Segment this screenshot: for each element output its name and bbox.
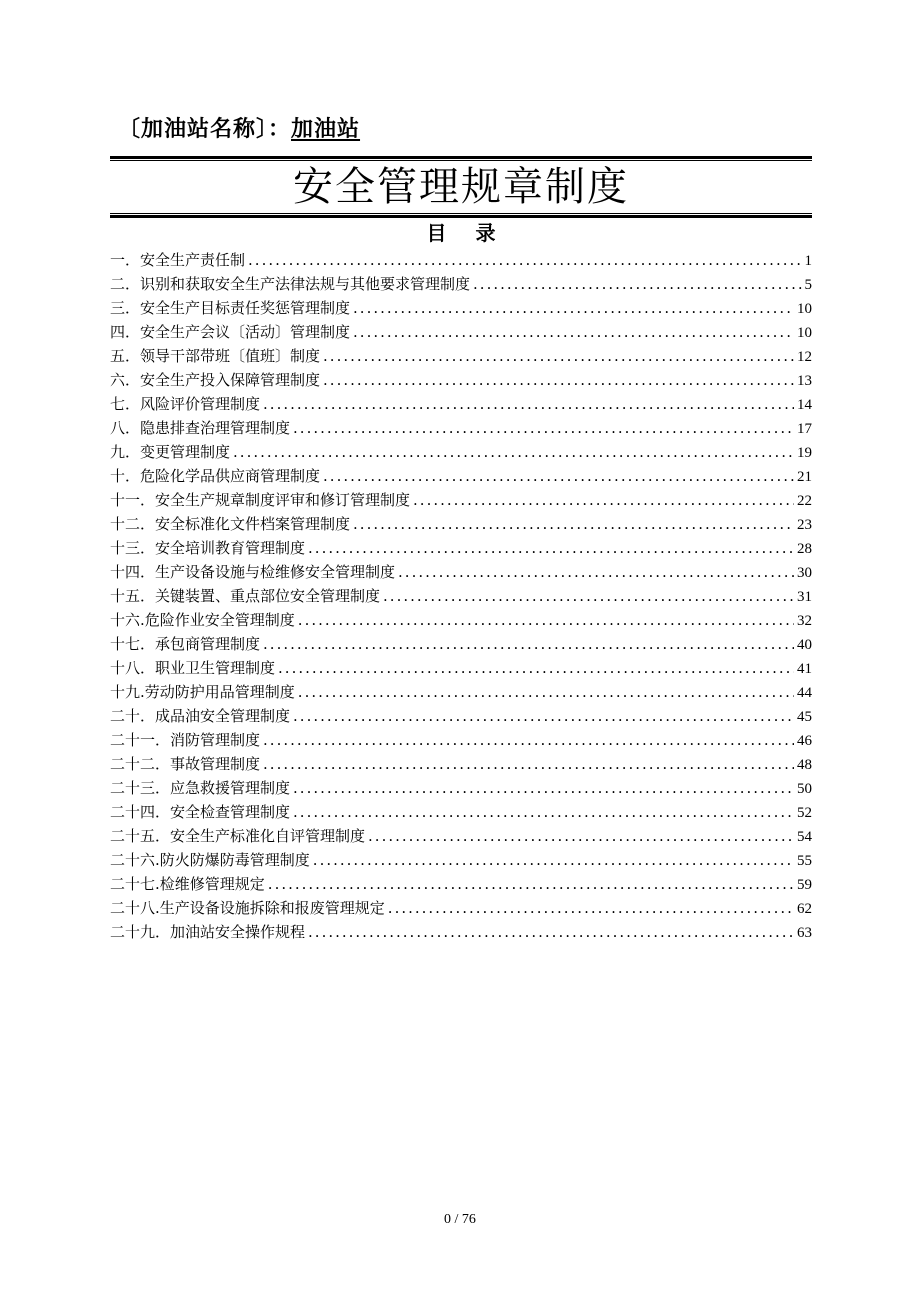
toc-entry-label: 防火防爆防毒管理制度 xyxy=(159,851,310,869)
toc-entry[interactable] xyxy=(110,344,812,368)
toc-entry-page: 54 xyxy=(797,829,812,845)
toc-dot-leader xyxy=(473,272,801,296)
toc-entry[interactable] xyxy=(110,440,812,464)
toc-entry[interactable] xyxy=(110,608,812,632)
toc-entry-label: 安全生产规章制度评审和修订管理制度 xyxy=(155,491,411,509)
toc-entry[interactable] xyxy=(110,800,812,824)
toc-entry-number: 十六. xyxy=(110,611,145,629)
toc-dot-leader xyxy=(263,728,794,752)
toc-entry-number: 十七． xyxy=(110,635,156,653)
toc-entry-number: 二十二． xyxy=(110,755,171,773)
toc-entry-page: 28 xyxy=(797,541,812,557)
toc-entry-page: 62 xyxy=(797,901,812,917)
toc-dot-leader xyxy=(233,440,794,464)
toc-entry-label: 生产设备设施与检维修安全管理制度 xyxy=(155,563,396,581)
toc-entry-number: 十二． xyxy=(110,515,156,533)
toc-entry[interactable] xyxy=(110,560,812,584)
toc-heading: 目 录 xyxy=(426,221,496,245)
toc-entry-page: 10 xyxy=(797,325,812,341)
toc-dot-leader xyxy=(323,344,794,368)
toc-entry-label: 安全生产会议〔活动〕管理制度 xyxy=(140,323,351,341)
toc-entry-label: 劳动防护用品管理制度 xyxy=(144,683,295,701)
toc-entry-label: 加油站安全操作规程 xyxy=(170,923,306,941)
toc-dot-leader xyxy=(293,704,794,728)
toc-entry-page: 13 xyxy=(797,373,812,389)
toc-entry-page: 46 xyxy=(797,733,812,749)
toc-entry[interactable] xyxy=(110,656,812,680)
toc-entry-page: 32 xyxy=(797,613,812,629)
toc-entry-label: 危险作业安全管理制度 xyxy=(144,611,295,629)
toc-entry-page: 5 xyxy=(804,277,812,293)
toc-entry-number: 五． xyxy=(110,347,141,365)
toc-entry[interactable] xyxy=(110,368,812,392)
toc-dot-leader xyxy=(278,656,794,680)
toc-entry-label: 承包商管理制度 xyxy=(155,635,261,653)
toc-dot-leader xyxy=(398,560,794,584)
toc-entry[interactable] xyxy=(110,488,812,512)
table-of-contents xyxy=(110,248,812,944)
toc-entry-number: 一． xyxy=(110,251,141,269)
toc-entry-page: 23 xyxy=(797,517,812,533)
toc-entry-number: 十． xyxy=(110,467,141,485)
toc-entry[interactable] xyxy=(110,272,812,296)
toc-entry-number: 八． xyxy=(110,419,141,437)
toc-entry-page: 50 xyxy=(797,781,812,797)
toc-dot-leader xyxy=(323,464,794,488)
toc-entry[interactable] xyxy=(110,896,812,920)
toc-entry-page: 59 xyxy=(797,877,812,893)
toc-entry-page: 10 xyxy=(797,301,812,317)
toc-entry-label: 安全培训教育管理制度 xyxy=(155,539,306,557)
toc-entry-number: 十九. xyxy=(110,683,145,701)
toc-entry-page: 30 xyxy=(797,565,812,581)
toc-dot-leader xyxy=(293,800,794,824)
toc-entry-number: 十四． xyxy=(110,563,156,581)
title-rule-top xyxy=(110,156,812,161)
toc-entry-page: 12 xyxy=(797,349,812,365)
toc-entry-page: 19 xyxy=(797,445,812,461)
toc-entry-number: 三． xyxy=(110,299,141,317)
toc-dot-leader xyxy=(353,320,794,344)
toc-entry[interactable] xyxy=(110,320,812,344)
toc-entry-page: 17 xyxy=(797,421,812,437)
toc-entry[interactable] xyxy=(110,776,812,800)
toc-dot-leader xyxy=(298,680,794,704)
toc-entry-label: 风险评价管理制度 xyxy=(140,395,261,413)
toc-entry-number: 二十一． xyxy=(110,731,171,749)
toc-entry-number: 十一． xyxy=(110,491,156,509)
toc-dot-leader xyxy=(293,776,794,800)
toc-dot-leader xyxy=(353,296,794,320)
toc-dot-leader xyxy=(368,824,794,848)
toc-dot-leader xyxy=(383,584,794,608)
toc-entry-label: 安全生产目标责任奖惩管理制度 xyxy=(140,299,351,317)
toc-entry-number: 二十八. xyxy=(110,899,160,917)
toc-entry-page: 21 xyxy=(797,469,812,485)
toc-entry-page: 48 xyxy=(797,757,812,773)
toc-entry-label: 安全生产投入保障管理制度 xyxy=(140,371,321,389)
toc-entry[interactable] xyxy=(110,632,812,656)
toc-entry[interactable] xyxy=(110,296,812,320)
toc-entry-label: 检维修管理规定 xyxy=(159,875,265,893)
toc-entry-label: 识别和获取安全生产法律法规与其他要求管理制度 xyxy=(140,275,471,293)
toc-entry[interactable] xyxy=(110,824,812,848)
toc-entry-label: 安全标准化文件档案管理制度 xyxy=(155,515,351,533)
toc-entry-page: 1 xyxy=(804,253,812,269)
toc-entry[interactable] xyxy=(110,392,812,416)
toc-entry-label: 成品油安全管理制度 xyxy=(155,707,291,725)
station-header xyxy=(118,112,360,143)
toc-entry-number: 二十九． xyxy=(110,923,171,941)
toc-entry-page: 63 xyxy=(797,925,812,941)
toc-entry[interactable] xyxy=(110,416,812,440)
toc-entry[interactable] xyxy=(110,512,812,536)
toc-entry-number: 二． xyxy=(110,275,141,293)
toc-entry-page: 22 xyxy=(797,493,812,509)
toc-entry-label: 安全检查管理制度 xyxy=(170,803,291,821)
toc-entry[interactable] xyxy=(110,872,812,896)
station-name-prefix: 〔加油站名称〕： xyxy=(118,117,292,142)
toc-entry-page: 52 xyxy=(797,805,812,821)
toc-entry-number: 二十三． xyxy=(110,779,171,797)
toc-entry-number: 二十六. xyxy=(110,851,160,869)
toc-dot-leader xyxy=(308,536,794,560)
toc-dot-leader xyxy=(353,512,794,536)
toc-entry[interactable] xyxy=(110,920,812,944)
toc-entry-page: 40 xyxy=(797,637,812,653)
toc-dot-leader xyxy=(388,896,794,920)
toc-entry-number: 四． xyxy=(110,323,141,341)
toc-entry[interactable] xyxy=(110,536,812,560)
toc-entry-label: 安全生产标准化自评管理制度 xyxy=(170,827,366,845)
toc-entry[interactable] xyxy=(110,752,812,776)
toc-dot-leader xyxy=(308,920,794,944)
toc-dot-leader xyxy=(263,752,794,776)
toc-entry-label: 职业卫生管理制度 xyxy=(155,659,276,677)
toc-entry-number: 二十四． xyxy=(110,803,171,821)
toc-entry-label: 危险化学品供应商管理制度 xyxy=(140,467,321,485)
toc-entry-page: 31 xyxy=(797,589,812,605)
toc-dot-leader xyxy=(248,248,801,272)
toc-dot-leader xyxy=(298,608,794,632)
page-indicator: 0 / 76 xyxy=(444,1212,476,1227)
toc-entry[interactable] xyxy=(110,248,812,272)
toc-dot-leader xyxy=(263,392,794,416)
toc-entry-number: 十三． xyxy=(110,539,156,557)
toc-dot-leader xyxy=(313,848,794,872)
toc-entry-label: 应急救援管理制度 xyxy=(170,779,291,797)
toc-dot-leader xyxy=(293,416,794,440)
toc-dot-leader xyxy=(268,872,794,896)
toc-entry[interactable] xyxy=(110,584,812,608)
toc-entry-number: 二十． xyxy=(110,707,156,725)
toc-entry-page: 14 xyxy=(797,397,812,413)
toc-entry-page: 41 xyxy=(797,661,812,677)
toc-entry-number: 二十五． xyxy=(110,827,171,845)
toc-entry[interactable] xyxy=(110,464,812,488)
toc-entry-label: 隐患排查治理管理制度 xyxy=(140,419,291,437)
toc-entry-number: 十八． xyxy=(110,659,156,677)
toc-entry-label: 事故管理制度 xyxy=(170,755,261,773)
toc-entry-label: 消防管理制度 xyxy=(170,731,261,749)
toc-entry-page: 55 xyxy=(797,853,812,869)
station-name: 加油站 xyxy=(291,117,361,142)
toc-entry-number: 九． xyxy=(110,443,141,461)
toc-entry[interactable] xyxy=(110,680,812,704)
toc-entry-number: 六． xyxy=(110,371,141,389)
toc-entry-number: 十五． xyxy=(110,587,156,605)
document-title: 安全管理规章制度 xyxy=(293,164,629,210)
toc-entry-number: 二十七. xyxy=(110,875,160,893)
toc-dot-leader xyxy=(263,632,794,656)
toc-dot-leader xyxy=(413,488,794,512)
toc-entry-page: 45 xyxy=(797,709,812,725)
toc-entry-label: 关键装置、重点部位安全管理制度 xyxy=(155,587,381,605)
toc-entry[interactable] xyxy=(110,728,812,752)
toc-entry[interactable] xyxy=(110,704,812,728)
toc-entry-label: 变更管理制度 xyxy=(140,443,231,461)
toc-entry[interactable] xyxy=(110,848,812,872)
toc-entry-page: 44 xyxy=(797,685,812,701)
toc-entry-label: 领导干部带班〔值班〕制度 xyxy=(140,347,321,365)
title-rule-bottom xyxy=(110,213,812,218)
toc-dot-leader xyxy=(323,368,794,392)
toc-entry-number: 七． xyxy=(110,395,141,413)
toc-entry-label: 安全生产责任制 xyxy=(140,251,246,269)
toc-entry-label: 生产设备设施拆除和报废管理规定 xyxy=(159,899,385,917)
